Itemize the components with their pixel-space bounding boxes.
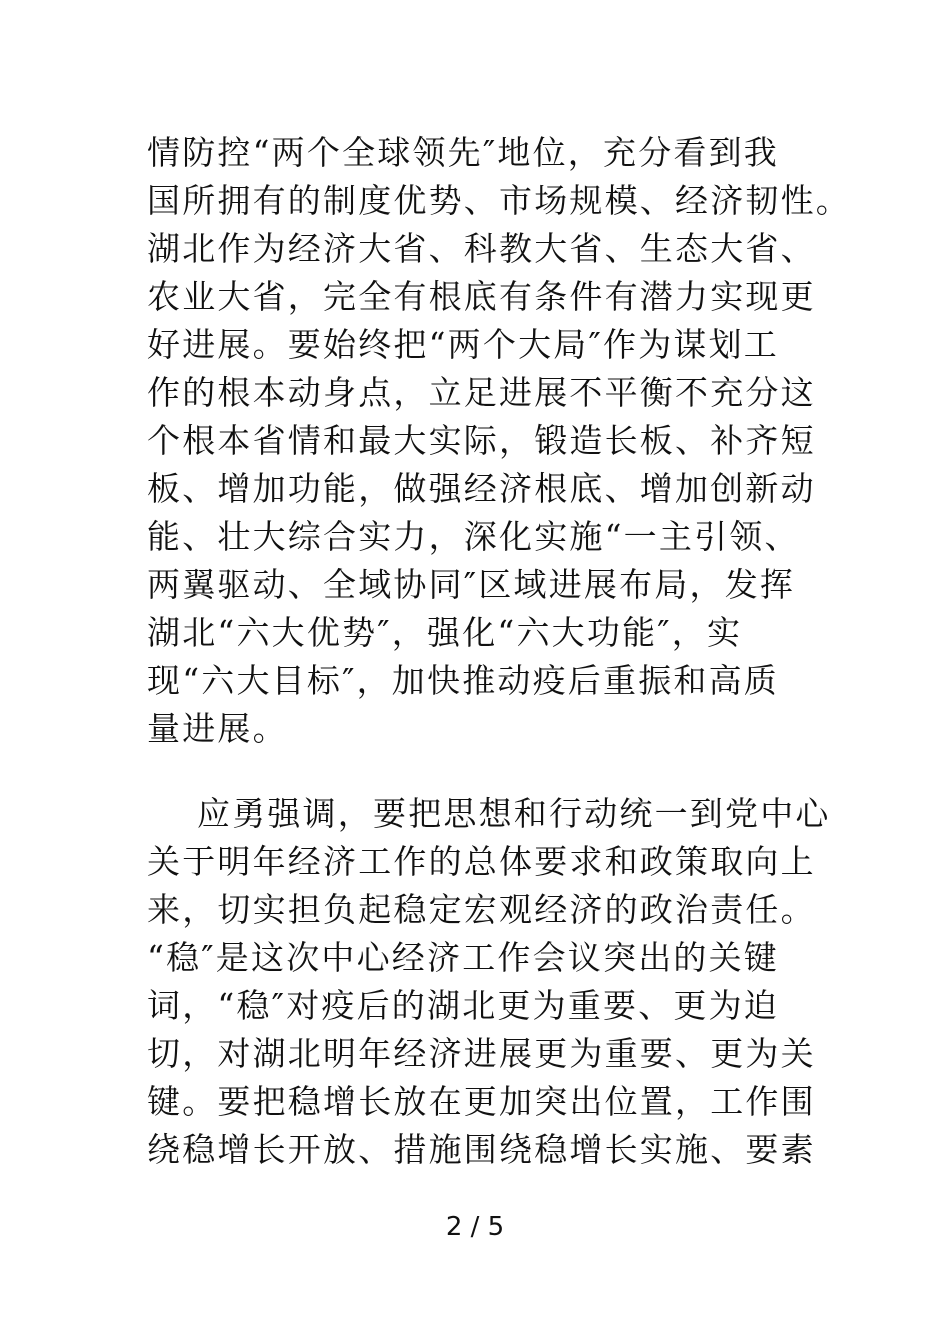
text-line: 来，切实担负起稳定宏观经济的政治责任。 xyxy=(147,890,816,929)
text-line: “稳″是这次中心经济工作会议突出的关键 xyxy=(147,938,779,977)
text-line: 能、壮大综合实力，深化实施“一主引领、 xyxy=(147,517,800,556)
text-line: 现“六大目标″，加快推动疫后重振和高质 xyxy=(147,661,779,700)
text-line: 湖北作为经济大省、科教大省、生态大省、 xyxy=(147,229,816,268)
page-number: 2 / 5 xyxy=(445,1212,505,1242)
text-line: 好进展。要始终把“两个大局″作为谋划工 xyxy=(147,325,779,364)
text-line: 个根本省情和最大实际，锻造长板、补齐短 xyxy=(147,421,816,460)
text-line: 切，对湖北明年经济进展更为重要、更为关 xyxy=(147,1034,816,1073)
text-line: 农业大省，完全有根底有条件有潜力实现更 xyxy=(147,277,816,316)
text-line: 板、增加功能，做强经济根底、增加创新动 xyxy=(147,469,816,508)
text-line: 应勇强调，要把思想和行动统一到党中心 xyxy=(197,794,831,833)
text-line: 湖北“六大优势″，强化“六大功能″，实 xyxy=(147,613,743,652)
text-line: 作的根本动身点，立足进展不平衡不充分这 xyxy=(147,373,816,412)
text-line: 词，“稳″对疫后的湖北更为重要、更为迫 xyxy=(147,986,779,1025)
text-line: 国所拥有的制度优势、市场规模、经济韧性。 xyxy=(147,181,851,220)
text-line: 关于明年经济工作的总体要求和政策取向上 xyxy=(147,842,816,881)
text-line: 绕稳增长开放、措施围绕稳增长实施、要素 xyxy=(147,1130,816,1169)
text-line: 两翼驱动、全域协同″区域进展布局，发挥 xyxy=(147,565,796,604)
text-line: 键。要把稳增长放在更加突出位置，工作围 xyxy=(147,1082,816,1121)
text-line: 量进展。 xyxy=(147,709,288,748)
text-line: 情防控“两个全球领先″地位，充分看到我 xyxy=(147,133,779,172)
